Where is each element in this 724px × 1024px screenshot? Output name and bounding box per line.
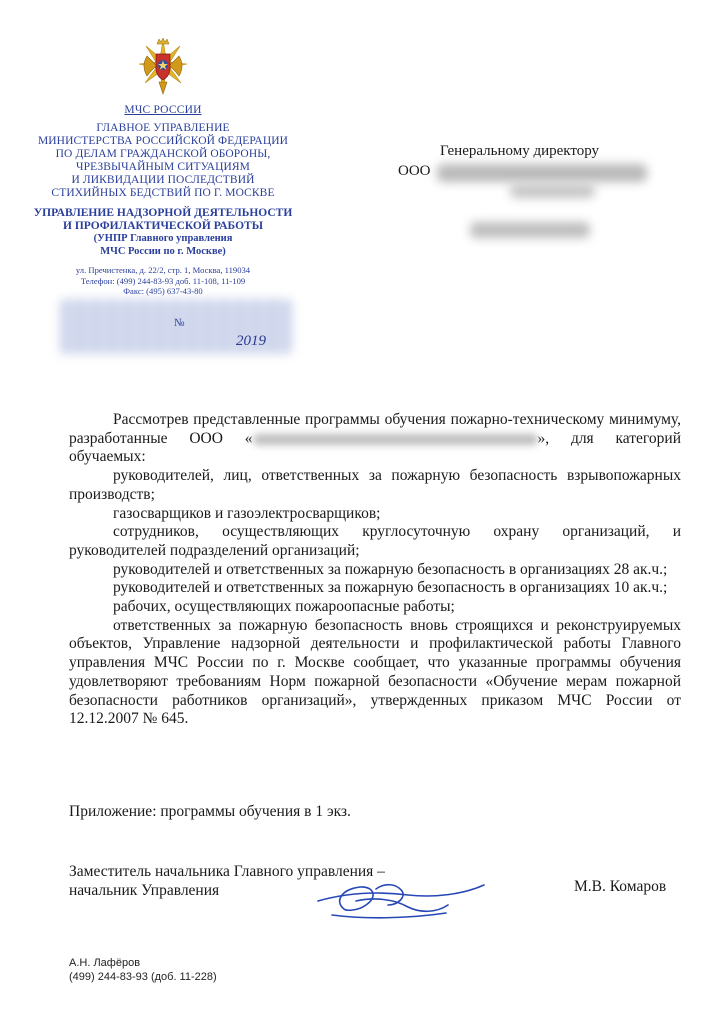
dept-line: ПО ДЕЛАМ ГРАЖДАНСКОЙ ОБОРОНЫ, bbox=[55, 148, 271, 160]
category-item: руководителей и ответственных за пожарную безопасность в организациях 10 ак.ч.; bbox=[113, 579, 668, 597]
author-phone: (499) 244-83-93 (доб. 11-228) bbox=[69, 971, 217, 983]
unit-line: И ПРОФИЛАКТИЧЕСКОЙ РАБОТЫ bbox=[63, 220, 263, 232]
unit-abbreviation bbox=[28, 233, 298, 258]
dept-line: СТИХИЙНЫХ БЕДСТВИЙ ПО Г. МОСКВЕ bbox=[51, 187, 275, 199]
signer-role-line: Заместитель начальника Главного управления – bbox=[69, 863, 385, 880]
unit-sub-line: (УНПР Главного управления bbox=[93, 233, 233, 244]
redacted-company-name bbox=[253, 434, 538, 445]
signer-role-line: начальник Управления bbox=[69, 882, 220, 899]
ministry-department bbox=[28, 122, 298, 200]
unit-name bbox=[28, 207, 298, 233]
letter-body bbox=[69, 411, 681, 729]
category-item: газосварщиков и газоэлектросварщиков; bbox=[113, 504, 381, 522]
intro-paragraph bbox=[69, 411, 681, 467]
handwritten-signature bbox=[316, 871, 486, 925]
intro-text-end: », для категорий обучаемых: bbox=[69, 429, 681, 466]
fax-line: Факс: (495) 637-43-80 bbox=[123, 286, 203, 296]
attachment-note: Приложение: программы обучения в 1 экз. bbox=[69, 803, 351, 820]
category-item: сотрудников, осуществляющих круглосуточную охрану организаций, и руководителей подразделений организаций; bbox=[69, 523, 681, 559]
unit-line: УПРАВЛЕНИЕ НАДЗОРНОЙ ДЕЯТЕЛЬНОСТИ bbox=[33, 207, 293, 219]
conclusion-paragraph: ответственных за пожарную безопасность вновь строящихся и реконструируемых объектов, Управление надзорной деятельности и профилактической работы Главного управления МЧС России по г. Москве сообщает, что указанные программы обучения удовлетворяют требованиям Норм пожарной безопасности «Обучение мерам пожарной безопасности работников организаций», утвержденных приказом МЧС России от 12.12.2007 № 645. bbox=[69, 616, 681, 728]
unit-sub-line: МЧС России по г. Москве) bbox=[100, 245, 226, 257]
author-name: А.Н. Лафёров bbox=[69, 957, 141, 969]
signer-name: М.В. Комаров bbox=[574, 878, 667, 895]
intro-text-start: Рассмотрев представленные программы обучения пожарно-техническому минимуму, разработанные ООО « bbox=[69, 411, 681, 447]
addressee-title: Генеральному директору bbox=[440, 143, 600, 159]
dept-line: И ЛИКВИДАЦИИ ПОСЛЕДСТВИЙ bbox=[71, 174, 255, 186]
category-item: руководителей, лиц, ответственных за пожарную безопасность взрывопожарных производств; bbox=[69, 467, 681, 503]
registration-number-mark: № bbox=[174, 317, 185, 329]
category-item: руководителей и ответственных за пожарную безопасность в организациях 28 ак.ч.; bbox=[113, 560, 668, 578]
dept-line: ГЛАВНОЕ УПРАВЛЕНИЕ bbox=[96, 122, 230, 134]
address-line: ул. Пречистенка, д. 22/2, стр. 1, Москва, 119034 bbox=[75, 265, 251, 275]
letterhead bbox=[28, 36, 298, 297]
registration-date-year: 2019 bbox=[236, 333, 266, 349]
org-short-name: МЧС РОССИИ bbox=[124, 104, 202, 116]
redacted-addressee-name bbox=[470, 222, 590, 238]
document-author bbox=[69, 956, 217, 984]
mchs-emblem-icon bbox=[137, 36, 189, 100]
addressee-org-prefix: ООО bbox=[398, 163, 431, 179]
category-item: рабочих, осуществляющих пожароопасные работы; bbox=[113, 598, 455, 616]
redacted-org-name bbox=[437, 164, 647, 182]
contact-address bbox=[28, 265, 298, 297]
dept-line: МИНИСТЕРСТВА РОССИЙСКОЙ ФЕДЕРАЦИИ bbox=[37, 135, 289, 147]
redacted-addressee-line bbox=[510, 184, 595, 198]
phone-line: Телефон: (499) 244-83-93 доб. 11-108, 11-109 bbox=[80, 275, 246, 286]
dept-line: ЧРЕЗВЫЧАЙНЫМ СИТУАЦИЯМ bbox=[76, 161, 250, 173]
